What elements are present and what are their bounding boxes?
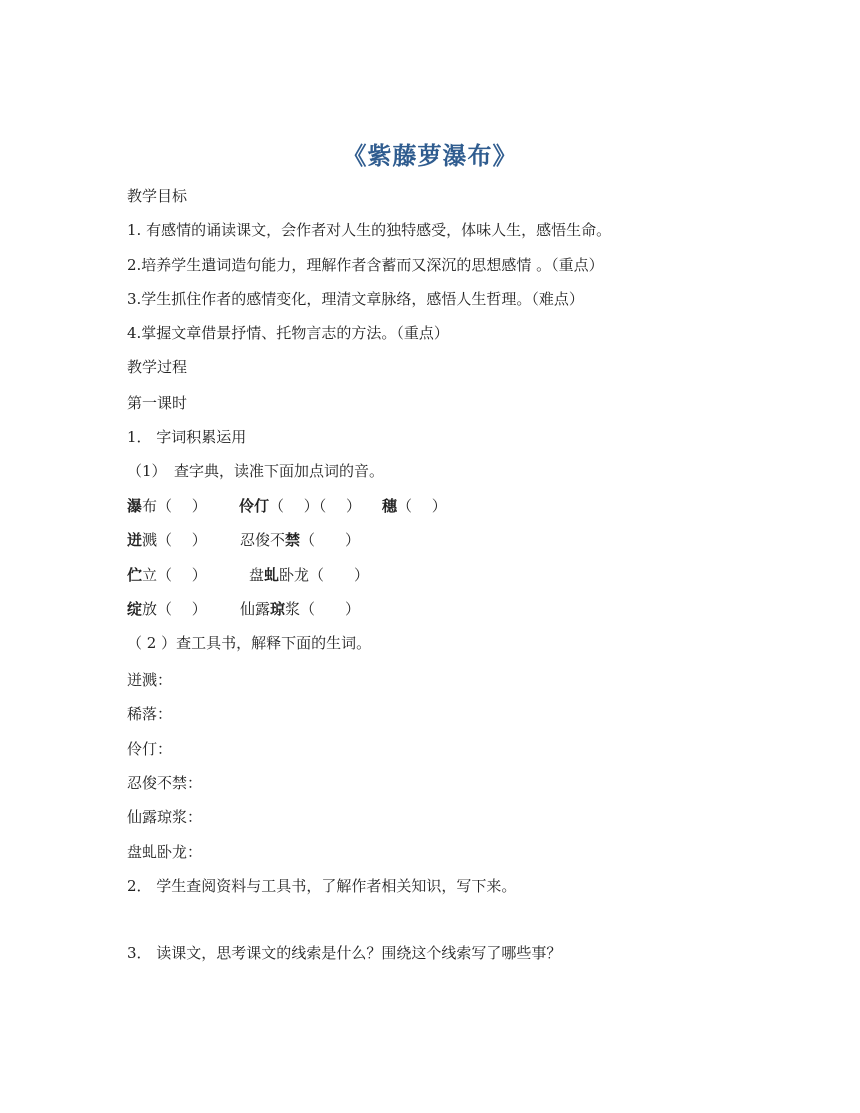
- dotted-char: 伶仃: [239, 497, 270, 515]
- vocab-item: 仙露琼浆：: [127, 808, 203, 826]
- word-rest: （ ）: [397, 497, 447, 515]
- dotted-char: 迸: [127, 531, 143, 549]
- pronunciation-word-renjunbujin: [240, 530, 360, 550]
- vocab-item: 伶仃：: [127, 740, 173, 758]
- word-rest: 布（ ）: [142, 497, 207, 515]
- dotted-char: 禁: [285, 531, 301, 549]
- pronunciation-word-xianluqiongjiang: [240, 599, 360, 619]
- dotted-char: 虬: [264, 566, 280, 584]
- vocab-item: 盘虬卧龙：: [127, 843, 203, 861]
- dotted-char: 绽: [127, 600, 143, 618]
- section-heading-process: 教学过程: [127, 358, 188, 376]
- subitem-2-instruction: （ 2 ）查工具书，解释下面的生词。: [127, 634, 372, 652]
- pronunciation-word-lingding: [239, 496, 361, 516]
- item-1-heading: 1． 字词积累运用: [127, 428, 247, 446]
- dotted-char: 琼: [270, 600, 286, 618]
- subitem-1-instruction: （1） 查字典，读准下面加点词的音。: [127, 462, 385, 480]
- goal-item-3: 3.学生抓住作者的感情变化，理清文章脉络，感悟人生哲理。（难点）: [127, 290, 584, 308]
- pronunciation-row-3: [127, 565, 207, 585]
- goal-item-2: 2.培养学生遣词造句能力，理解作者含蓄而又深沉的思想感情 。（重点）: [127, 256, 604, 274]
- dotted-char: 瀑: [127, 497, 143, 515]
- word-part: 仙露: [240, 600, 271, 618]
- section-heading-goals: 教学目标: [127, 187, 188, 205]
- goal-item-1: 1. 有感情的诵读课文，会作者对人生的独特感受，体味人生，感悟生命。: [127, 221, 612, 239]
- vocab-item: 稀落：: [127, 705, 173, 723]
- pronunciation-row-2: [127, 530, 207, 550]
- vocab-item: 忍俊不禁：: [127, 774, 203, 792]
- goal-item-4: 4.掌握文章借景抒情、托物言志的方法。（重点）: [127, 324, 449, 342]
- word-part: 忍俊不: [240, 531, 286, 549]
- word-rest: 浆（ ）: [285, 600, 361, 618]
- word-rest: （ ）: [300, 531, 361, 549]
- lesson-heading: 第一课时: [127, 394, 188, 412]
- pronunciation-word-panqiuwolong: [249, 565, 369, 585]
- vocab-item: 迸溅：: [127, 671, 173, 689]
- word-rest: 卧龙（ ）: [279, 566, 370, 584]
- pronunciation-word-sui: [382, 496, 447, 516]
- word-rest: （ ）（ ）: [269, 497, 362, 515]
- dotted-char: 穗: [382, 497, 398, 515]
- pronunciation-row-1: [127, 496, 207, 516]
- word-rest: 溅（ ）: [142, 531, 207, 549]
- item-2-heading: 2． 学生查阅资料与工具书，了解作者相关知识，写下来。: [127, 877, 517, 895]
- word-rest: 放（ ）: [142, 600, 207, 618]
- word-rest: 立（ ）: [142, 566, 207, 584]
- word-part: 盘: [249, 566, 265, 584]
- item-3-heading: 3． 读课文，思考课文的线索是什么？围绕这个线索写了哪些事？: [127, 944, 562, 962]
- pronunciation-row-4: [127, 599, 207, 619]
- document-title: 《紫藤萝瀑布》: [342, 141, 518, 170]
- dotted-char: 伫: [127, 566, 143, 584]
